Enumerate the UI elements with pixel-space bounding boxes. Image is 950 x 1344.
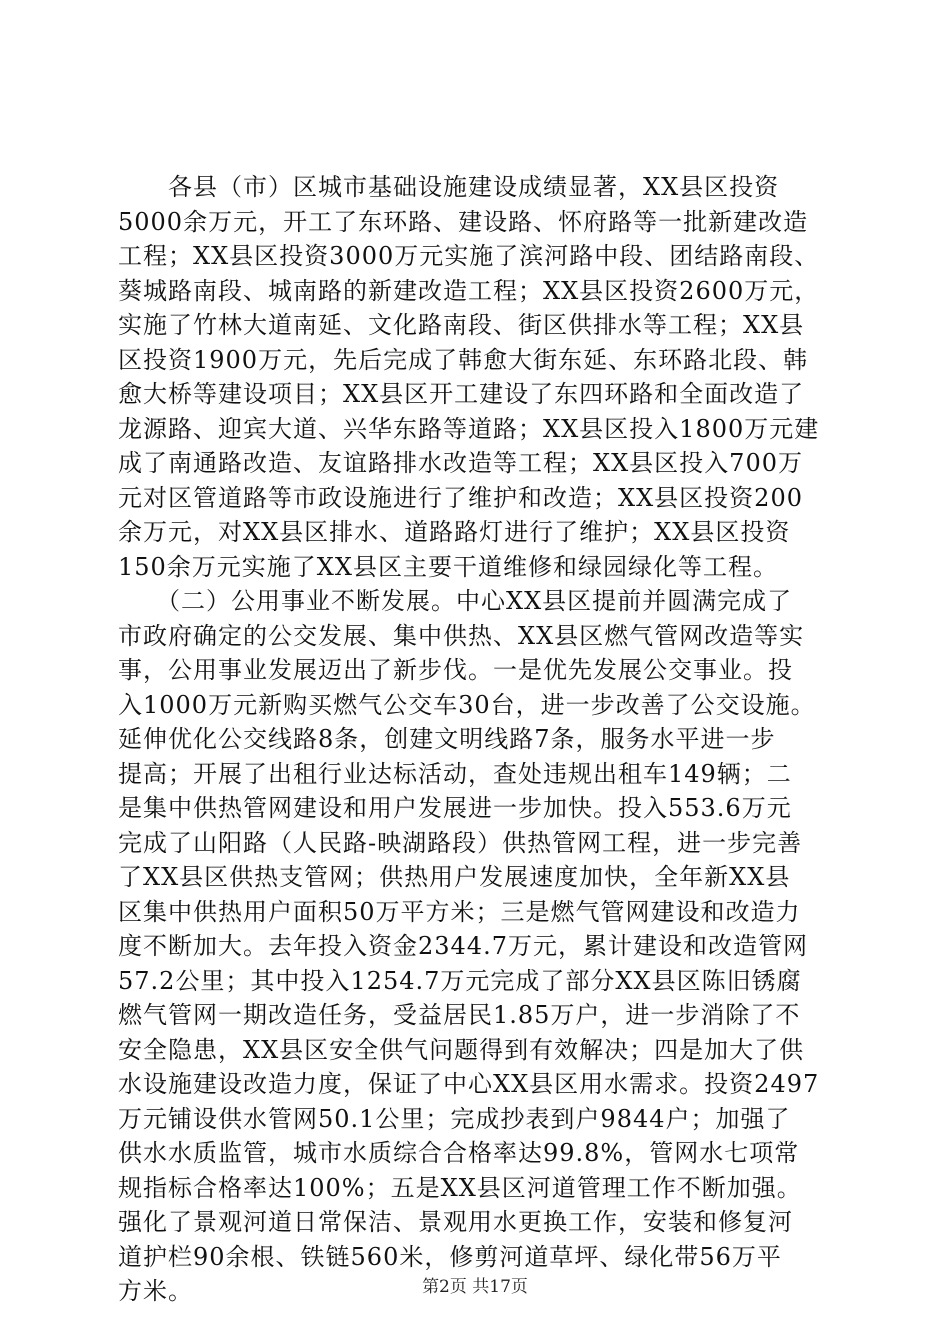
text-line: 150余万元实施了XX县区主要干道维修和绿园绿化等工程。 [118, 552, 778, 581]
text-line: 度不断加大。去年投入资金2344.7万元，累计建设和改造管网 [118, 932, 808, 960]
text-line: 提高；开展了出租行业达标活动，查处违规出租车149辆；二 [118, 759, 792, 788]
text-line: 区投资1900万元，先后完成了韩愈大街东延、东环路北段、韩 [118, 345, 809, 374]
page-footer: 第2页 共17页 [422, 1277, 528, 1297]
text-line: 龙源路、迎宾大道、兴华东路等道路；XX县区投入1800万元建 [118, 414, 820, 443]
text-line: 延伸优化公交线路8条，创建文明线路7条，服务水平进一步 [118, 725, 776, 753]
text-line: 市政府确定的公交发展、集中供热、XX县区燃气管网改造等实 [118, 621, 805, 650]
text-line: 水设施建设改造力度，保证了中心XX县区用水需求。投资2497 [118, 1070, 820, 1098]
text-line: 事，公用事业发展迈出了新步伐。一是优先发展公交事业。投 [118, 656, 793, 684]
text-line: 强化了景观河道日常保洁、景观用水更换工作，安装和修复河 [118, 1208, 793, 1236]
text-line: 5000余万元，开工了东环路、建设路、怀府路等一批新建改造 [118, 207, 809, 236]
document-body [118, 170, 858, 1309]
text-line: 实施了竹林大道南延、文化路南段、街区供排水等工程；XX县 [118, 311, 805, 339]
text-line: 元对区管道路等市政设施进行了维护和改造；XX县区投资200 [118, 483, 803, 512]
text-line: 方米。 [118, 1277, 193, 1305]
text-line: （二）公用事业不断发展。中心XX县区提前并圆满完成了 [118, 587, 793, 615]
text-line: 道护栏90余根、铁链560米，修剪河道草坪、绿化带56万平 [118, 1242, 782, 1271]
text-line: 燃气管网一期改造任务，受益居民1.85万户，进一步消除了不 [118, 1001, 801, 1029]
text-line: 入1000万元新购买燃气公交车30台，进一步改善了公交设施。 [118, 690, 816, 719]
text-line: 完成了山阳路（人民路-映湖路段）供热管网工程，进一步完善 [118, 828, 803, 857]
text-line: 工程；XX县区投资3000万元实施了滨河路中段、团结路南段、 [118, 242, 820, 270]
text-line: 愈大桥等建设项目；XX县区开工建设了东四环路和全面改造了 [118, 380, 805, 408]
text-line: 万元铺设供水管网50.1公里；完成抄表到户9844户；加强了 [118, 1104, 791, 1133]
text-line: 各县（市）区城市基础设施建设成绩显著，XX县区投资 [118, 173, 780, 201]
text-line: 余万元，对XX县区排水、道路路灯进行了维护；XX县区投资 [118, 518, 791, 546]
text-line: 成了南通路改造、友谊路排水改造等工程；XX县区投入700万 [118, 449, 803, 477]
text-line: 安全隐患，XX县区安全供气问题得到有效解决；四是加大了供 [118, 1035, 805, 1064]
text-line: 葵城路南段、城南路的新建改造工程；XX县区投资2600万元， [118, 276, 820, 305]
text-line: 规指标合格率达100%；五是XX县区河道管理工作不断加强。 [118, 1173, 802, 1202]
text-line: 区集中供热用户面积50万平方米；三是燃气管网建设和改造力 [118, 897, 801, 926]
text-line: 57.2公里；其中投入1254.7万元完成了部分XX县区陈旧锈腐 [118, 966, 802, 995]
text-line: 是集中供热管网建设和用户发展进一步加快。投入553.6万元 [118, 794, 792, 822]
text-line: 供水水质监管，城市水质综合合格率达99.8%，管网水七项常 [118, 1139, 800, 1167]
text-line: 了XX县区供热支管网；供热用户发展速度加快，全年新XX县 [118, 863, 791, 891]
